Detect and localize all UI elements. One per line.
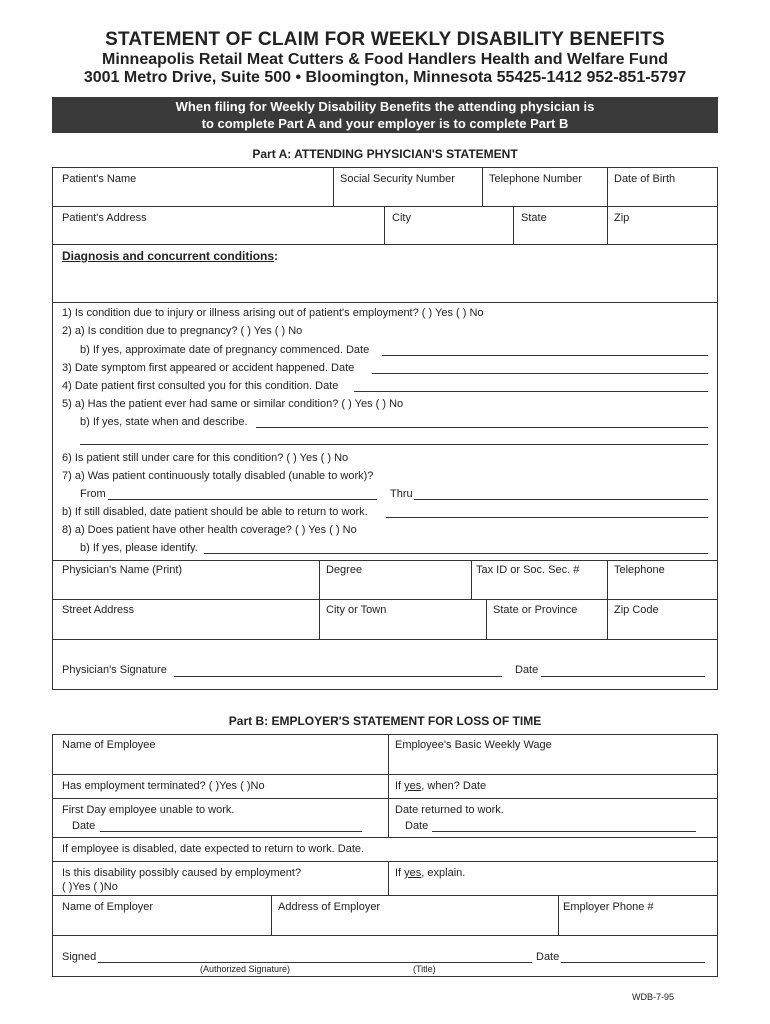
first-day-date-line[interactable] [100, 831, 362, 832]
divider [319, 560, 320, 600]
explain-yes: yes [404, 867, 422, 879]
answer-line[interactable] [382, 355, 708, 356]
divider [486, 599, 487, 640]
caused-by-employment-question: Is this disability possibly caused by employment? [62, 867, 302, 879]
divider [607, 167, 608, 207]
part-b-title: Part B: EMPLOYER'S STATEMENT FOR LOSS OF TIME [228, 714, 542, 728]
physician-name-field[interactable]: Physician's Name (Print) [62, 564, 183, 576]
banner-line-2: to complete Part A and your employer is to complete Part B [201, 116, 569, 131]
divider [52, 935, 53, 977]
diagnosis-label[interactable] [62, 249, 278, 263]
explain-post: , explain. [421, 867, 466, 879]
org-address: 3001 Metro Drive, Suite 500 • Bloomington, Minnesota 55425-1412 952-851-5797 [83, 69, 687, 86]
divider [52, 976, 718, 977]
employer-name-field[interactable]: Name of Employer [62, 901, 154, 913]
patient-address-field[interactable]: Patient's Address [62, 212, 147, 224]
returned-date-label: Date [405, 820, 429, 832]
employee-name-field[interactable]: Name of Employee [62, 739, 156, 751]
physician-signature-line[interactable] [174, 676, 502, 677]
question-8b[interactable]: b) If yes, please identify. [80, 542, 198, 554]
returned-label: Date returned to work. [395, 804, 504, 816]
divider [388, 734, 389, 838]
question-5a[interactable]: 5) a) Has the patient ever had same or similar condition? ( ) Yes ( ) No [62, 398, 404, 410]
question-3[interactable]: 3) Date symptom first appeared or accident happened. Date [62, 362, 355, 374]
thru-label: Thru [390, 488, 413, 500]
divider [52, 837, 718, 838]
degree-field[interactable]: Degree [326, 564, 363, 576]
physician-date-line[interactable] [541, 676, 705, 677]
patient-info-box [52, 167, 718, 303]
from-date-line[interactable] [108, 499, 377, 500]
if-yes-when-pre: If [395, 780, 405, 792]
instructions-banner [52, 97, 718, 133]
question-2a[interactable]: 2) a) Is condition due to pregnancy? ( ) Yes ( ) No [62, 325, 303, 337]
divider [384, 206, 385, 245]
explain-pre: If [395, 867, 405, 879]
state-field[interactable]: State [521, 212, 547, 224]
answer-line[interactable] [204, 553, 708, 554]
diagnosis-colon: : [274, 249, 279, 263]
dob-field[interactable]: Date of Birth [614, 173, 676, 185]
divider [52, 303, 53, 561]
street-address-field[interactable]: Street Address [62, 604, 135, 616]
expected-return-field[interactable]: If employee is disabled, date expected to return to work. Date. [62, 843, 365, 855]
from-label: From [80, 488, 106, 500]
if-yes-when-post: , when? Date [421, 780, 487, 792]
first-day-label: First Day employee unable to work. [62, 804, 235, 816]
physician-signature-label: Physician's Signature [62, 664, 167, 676]
question-5b[interactable]: b) If yes, state when and describe. [80, 416, 248, 428]
question-7a[interactable]: 7) a) Was patient continuously totally disabled (unable to work)? [62, 470, 374, 482]
employer-address-field[interactable]: Address of Employer [278, 901, 381, 913]
divider [52, 599, 718, 600]
terminated-question[interactable]: Has employment terminated? ( )Yes ( )No [62, 780, 265, 792]
divider [333, 167, 334, 207]
divider [717, 935, 718, 977]
thru-date-line[interactable] [414, 499, 708, 500]
explain-field[interactable] [395, 867, 465, 879]
divider [52, 639, 718, 640]
divider [52, 798, 718, 799]
divider [513, 206, 514, 245]
tax-id-field[interactable]: Tax ID or Soc. Sec. # [476, 564, 580, 576]
form-title: STATEMENT OF CLAIM FOR WEEKLY DISABILITY BENEFITS [105, 29, 665, 50]
if-yes-when-yes: yes [404, 780, 422, 792]
form-code: WDB-7-95 [632, 992, 675, 1002]
divider [607, 560, 608, 600]
answer-line[interactable] [80, 444, 708, 445]
signed-date-label: Date [536, 951, 560, 963]
physician-telephone-field[interactable]: Telephone [614, 564, 665, 576]
caused-by-employment-options[interactable]: ( )Yes ( )No [62, 881, 118, 893]
divider [271, 895, 272, 936]
weekly-wage-field[interactable]: Employee's Basic Weekly Wage [395, 739, 552, 751]
divider [482, 167, 483, 207]
banner-line-1: When filing for Weekly Disability Benefits the attending physician is [175, 99, 595, 114]
answer-line[interactable] [256, 427, 708, 428]
authorized-signature-caption: (Authorized Signature) [200, 964, 291, 974]
question-8a[interactable]: 8) a) Does patient have other health coverage? ( ) Yes ( ) No [62, 524, 357, 536]
returned-date-line[interactable] [432, 831, 696, 832]
signed-line[interactable] [98, 962, 532, 963]
divider [717, 303, 718, 561]
ssn-field[interactable]: Social Security Number [340, 173, 455, 185]
divider [558, 895, 559, 936]
diagnosis-text: Diagnosis and concurrent conditions [62, 249, 275, 263]
physician-date-label: Date [515, 664, 539, 676]
patient-name-field[interactable]: Patient's Name [62, 173, 137, 185]
org-name: Minneapolis Retail Meat Cutters & Food Handlers Health and Welfare Fund [102, 51, 668, 68]
answer-line[interactable] [354, 391, 708, 392]
question-1[interactable]: 1) Is condition due to injury or illness arising out of patient's employment? ( ) Yes ( ) No [62, 307, 484, 319]
divider [52, 895, 718, 896]
question-4[interactable]: 4) Date patient first consulted you for this condition. Date [62, 380, 339, 392]
answer-line[interactable] [386, 517, 708, 518]
divider [388, 861, 389, 896]
part-a-title: Part A: ATTENDING PHYSICIAN'S STATEMENT [252, 147, 518, 161]
divider [471, 560, 472, 600]
divider [52, 774, 718, 775]
question-7b[interactable]: b) If still disabled, date patient should be able to return to work. [62, 506, 368, 518]
zip-code-field[interactable]: Zip Code [614, 604, 659, 616]
employer-phone-field[interactable]: Employer Phone # [563, 901, 654, 913]
city-field[interactable]: City [392, 212, 411, 224]
first-day-date-label: Date [72, 820, 96, 832]
title-caption: (Title) [413, 964, 436, 974]
telephone-field[interactable]: Telephone Number [489, 173, 582, 185]
divider [52, 244, 718, 245]
signed-label: Signed [62, 951, 97, 963]
divider [607, 206, 608, 245]
question-6[interactable]: 6) Is patient still under care for this condition? ( ) Yes ( ) No [62, 452, 349, 464]
divider [52, 861, 718, 862]
divider [52, 206, 718, 207]
divider [607, 599, 608, 640]
zip-field[interactable]: Zip [614, 212, 630, 224]
answer-line[interactable] [372, 373, 708, 374]
divider [319, 599, 320, 640]
question-2b[interactable]: b) If yes, approximate date of pregnancy commenced. Date [80, 344, 370, 356]
signed-date-line[interactable] [561, 962, 705, 963]
city-town-field[interactable]: City or Town [326, 604, 387, 616]
state-province-field[interactable]: State or Province [493, 604, 578, 616]
terminated-date-field[interactable] [395, 780, 486, 792]
